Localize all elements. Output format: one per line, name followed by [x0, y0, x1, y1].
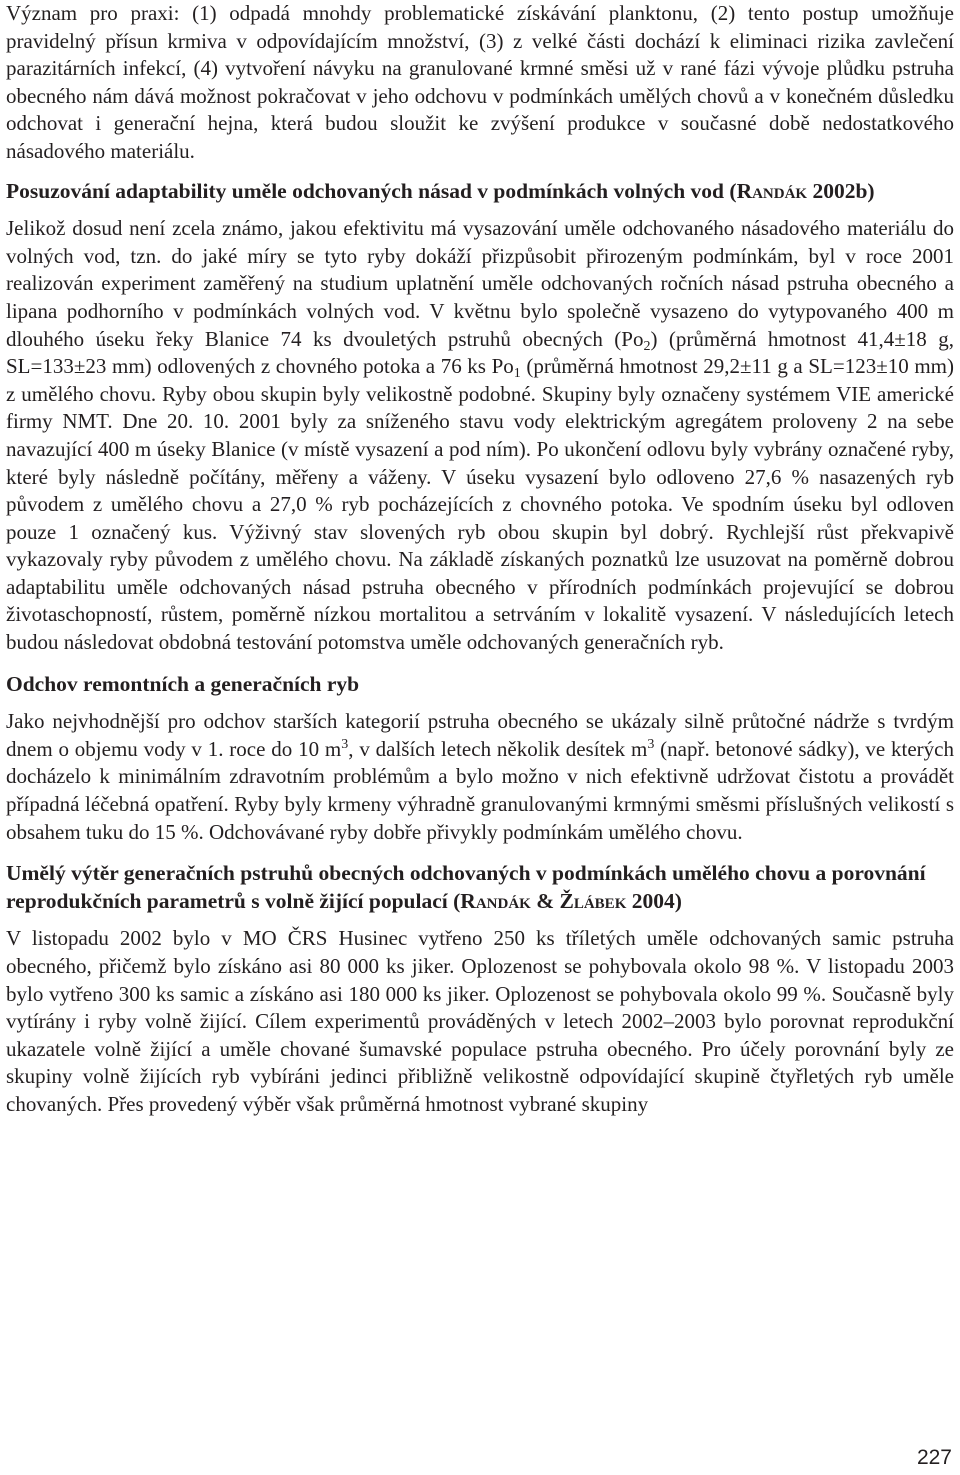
- heading-spawning-author-2: Žlábek: [559, 888, 627, 913]
- paragraph-rearing-part-a: Jako nejvhodnější pro odchov starších kategorií pstruha obecného se ukázaly silně průtočné nádrže s tvrdým dnem o objemu vody v 1. roce do 10 m: [6, 709, 954, 761]
- paragraph-rearing: [6, 708, 954, 846]
- subscript-po2: 2: [643, 338, 651, 354]
- paragraph-adaptability: [6, 215, 954, 657]
- heading-spawning-year: 2004): [626, 888, 682, 913]
- paragraph-adaptability-part-c: (průměrná hmotnost 29,2±11 g a SL=123±10 mm) z umělého chovu. Ryby obou skupin byly velikostně podobné. Skupiny byly označeny systémem VIE americké firmy NMT. Dne 20. 10. 2001 byly za sníženého stavu vody elektrickým agregátem proloveny 2 na sebe navazující 400 m úseky Blanice (v místě vysazení a pod ním). Po ukončení odlovu byly vybrány označené ryby, které byly následně počítány, měřeny a váženy. V úseku vysazení bylo odloveno 27,6 % nasazených ryb původem z umělého chovu a 27,0 % ryb pocházejících z chovného potoka. Ve spodním úseku byl odloven pouze 1 označený kus. Výživný stav slovených ryb obou skupin byl dobrý. Rychlejší růst překvapivě vykazovaly ryby původem z umělého chovu. Na základě získaných poznatků lze usuzovat na poměrně dobrou adaptabilitu uměle odchovaných násad pstruha obecného v přírodních podmínkách projevující se dobrou životaschopností, růstem, poměrně nízkou mortalitou a setrváním v lokalitě vysazení. V následujících letech budou následovat obdobná testování potomstva uměle odchovaných generačních ryb.: [6, 354, 954, 655]
- heading-adaptability: [6, 178, 954, 206]
- heading-spawning-ampersand: &: [530, 888, 560, 913]
- heading-spawning: [6, 860, 954, 915]
- superscript-m3-second: 3: [647, 736, 655, 752]
- page-number: 227: [916, 1446, 952, 1469]
- heading-spawning-author-1: Randák: [460, 888, 531, 913]
- heading-rearing: Odchov remontních a generačních ryb: [6, 671, 360, 696]
- paragraph-rearing-part-c: (např. betonové sádky), ve kterých docházelo k minimálním zdravotním problémům a bylo možno v nich efektivně udržovat čistotu a provádět případná léčebná opatření. Ryby byly krmeny výhradně granulovanými krmnými směsmi příslušných velikostí s obsahem tuku do 15 %. Odchovávané ryby dobře přivykly podmínkám umělého chovu.: [6, 736, 955, 844]
- paragraph-adaptability-part-a: Jelikož dosud není zcela známo, jakou efektivitu má vysazování uměle odchovaného násadového materiálu do volných vod, tzn. do jaké míry se tyto ryby dokáží přizpůsobit přirozeným podmínkám, byl v roce 2001 realizován experiment zaměřený na studium uplatnění uměle odchovaných ročních násad pstruha obecného a lipana podhorního v podmínkách volných vod. V květnu bylo společně vysazeno do vytypovaného 400 m dlouhého úseku řeky Blanice 74 ks dvouletých pstruhů obecných (Po: [6, 216, 954, 351]
- paragraph-adaptability-part-b: ) (průměrná hmotnost 41,4±18 g, SL=133±23 mm) odlovených z chovného potoka a 76 ks Po: [6, 326, 955, 379]
- superscript-m3-first: 3: [341, 736, 349, 752]
- paragraph-praxis: Význam pro praxi: (1) odpadá mnohdy problematické získávání planktonu, (2) tento postup umožňuje pravidelný přísun krmiva v odpovídajícím množství, (3) z velké části dochází k eliminaci rizika zavlečení parazitárních infekcí, (4) vytvoření návyku na granulované krmné směsi už v rané fázi vývoje plůdku pstruha obecného nám dává možnost pokračovat v jeho odchovu v podmínkách umělých chovů a v konečném důsledku odchovat i generační hejna, která budou sloužit ke zvýšení produkce v současné době nedostatkového násadového materiálu.: [6, 1, 954, 163]
- heading-spawning-text: Umělý výtěr generačních pstruhů obecných odchovaných v podmínkách umělého chovu a porovnání reprodukčních parametrů s volně žijící populací (: [6, 861, 926, 913]
- subscript-po1: 1: [513, 366, 521, 382]
- heading-adaptability-year: 2002b): [807, 178, 875, 203]
- heading-adaptability-text: Posuzování adaptability uměle odchovaných násad v podmínkách volných vod (: [6, 178, 737, 203]
- heading-adaptability-author: Randák: [736, 178, 808, 203]
- paragraph-rearing-part-b: , v dalších letech několik desítek m: [348, 736, 648, 761]
- paragraph-spawning: V listopadu 2002 bylo v MO ČRS Husinec vytřeno 250 ks tříletých uměle odchovaných samic pstruha obecného, přičemž bylo získáno asi 80 000 ks jiker. Oplozenost se pohybovala okolo 98 %. V listopadu 2003 bylo vytřeno 300 ks samic a získáno asi 180 000 ks jiker. Oplozenost se pohybovala okolo 99 %. Současně byly vytírány i ryby volně žijící. Cílem experimentů prováděných v letech 2002–2003 bylo porovnat reprodukční ukazatele volně žijící a uměle chované šumavské populace pstruha obecného. Pro účely porovnání byly ze skupiny volně žijících ryb vybíráni jedinci přibližně velikostně odpovídající skupině čtyřletých ryb uměle chovaných. Přes provedený výběr však průměrná hmotnost vybrané skupiny: [6, 926, 954, 1116]
